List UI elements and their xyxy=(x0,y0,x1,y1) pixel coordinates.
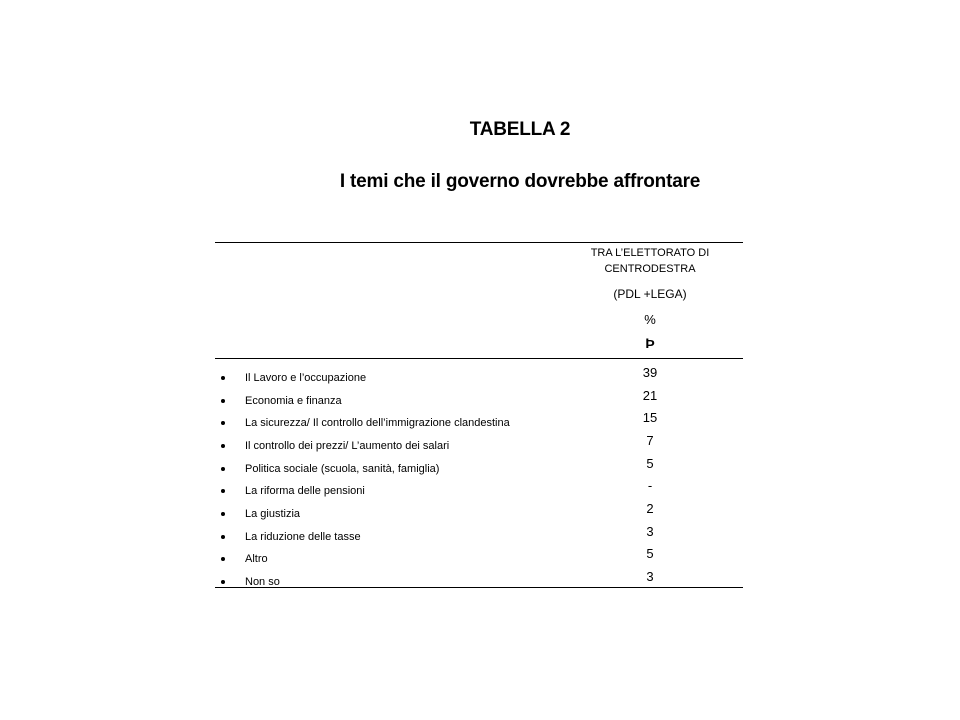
row-value: 2 xyxy=(646,501,654,516)
table-subtitle: I temi che il governo dovrebbe affrontare xyxy=(339,171,701,192)
row-label: La riduzione delle tasse xyxy=(245,531,361,543)
bullet-icon xyxy=(221,535,225,539)
bullet-icon xyxy=(221,512,225,516)
row-label: La giustizia xyxy=(245,508,301,520)
row-value: 21 xyxy=(642,388,658,403)
bullet-icon xyxy=(221,376,225,380)
row-value: 7 xyxy=(646,433,654,448)
bullet-icon xyxy=(221,580,225,584)
bullet-icon xyxy=(221,399,225,403)
row-value: 3 xyxy=(646,569,654,584)
column-header-line-3: (PDL +LEGA) xyxy=(613,287,687,301)
row-value: 5 xyxy=(646,546,654,561)
row-value: - xyxy=(647,478,653,493)
table-title: TABELLA 2 xyxy=(469,119,571,140)
bullet-icon xyxy=(221,467,225,471)
table-top-rule xyxy=(215,242,743,243)
column-header-line-1: TRA L’ELETTORATO DI xyxy=(590,247,710,259)
row-label: Non so xyxy=(245,576,280,588)
table-bottom-rule xyxy=(215,587,743,588)
row-value: 5 xyxy=(646,456,654,471)
column-header-line-2: CENTRODESTRA xyxy=(604,263,696,275)
row-label: Politica sociale (scuola, sanità, famiglia) xyxy=(245,463,440,475)
row-value: 15 xyxy=(642,410,658,425)
row-label: Il controllo dei prezzi/ L’aumento dei salari xyxy=(245,440,450,452)
row-label: Il Lavoro e l’occupazione xyxy=(245,372,367,384)
column-header-unit: % xyxy=(644,312,656,327)
table-row xyxy=(215,569,743,597)
column-header-symbol: Þ xyxy=(645,335,655,351)
row-value: 3 xyxy=(646,524,654,539)
bullet-icon xyxy=(221,421,225,425)
bullet-icon xyxy=(221,444,225,448)
bullet-icon xyxy=(221,489,225,493)
table-header-rule xyxy=(215,358,743,359)
row-label: La sicurezza/ Il controllo dell’immigrazione clandestina xyxy=(245,417,510,429)
row-label: Altro xyxy=(245,553,268,565)
row-label: La riforma delle pensioni xyxy=(245,485,365,497)
bullet-icon xyxy=(221,557,225,561)
row-value: 39 xyxy=(642,365,658,380)
row-label: Economia e finanza xyxy=(245,395,342,407)
